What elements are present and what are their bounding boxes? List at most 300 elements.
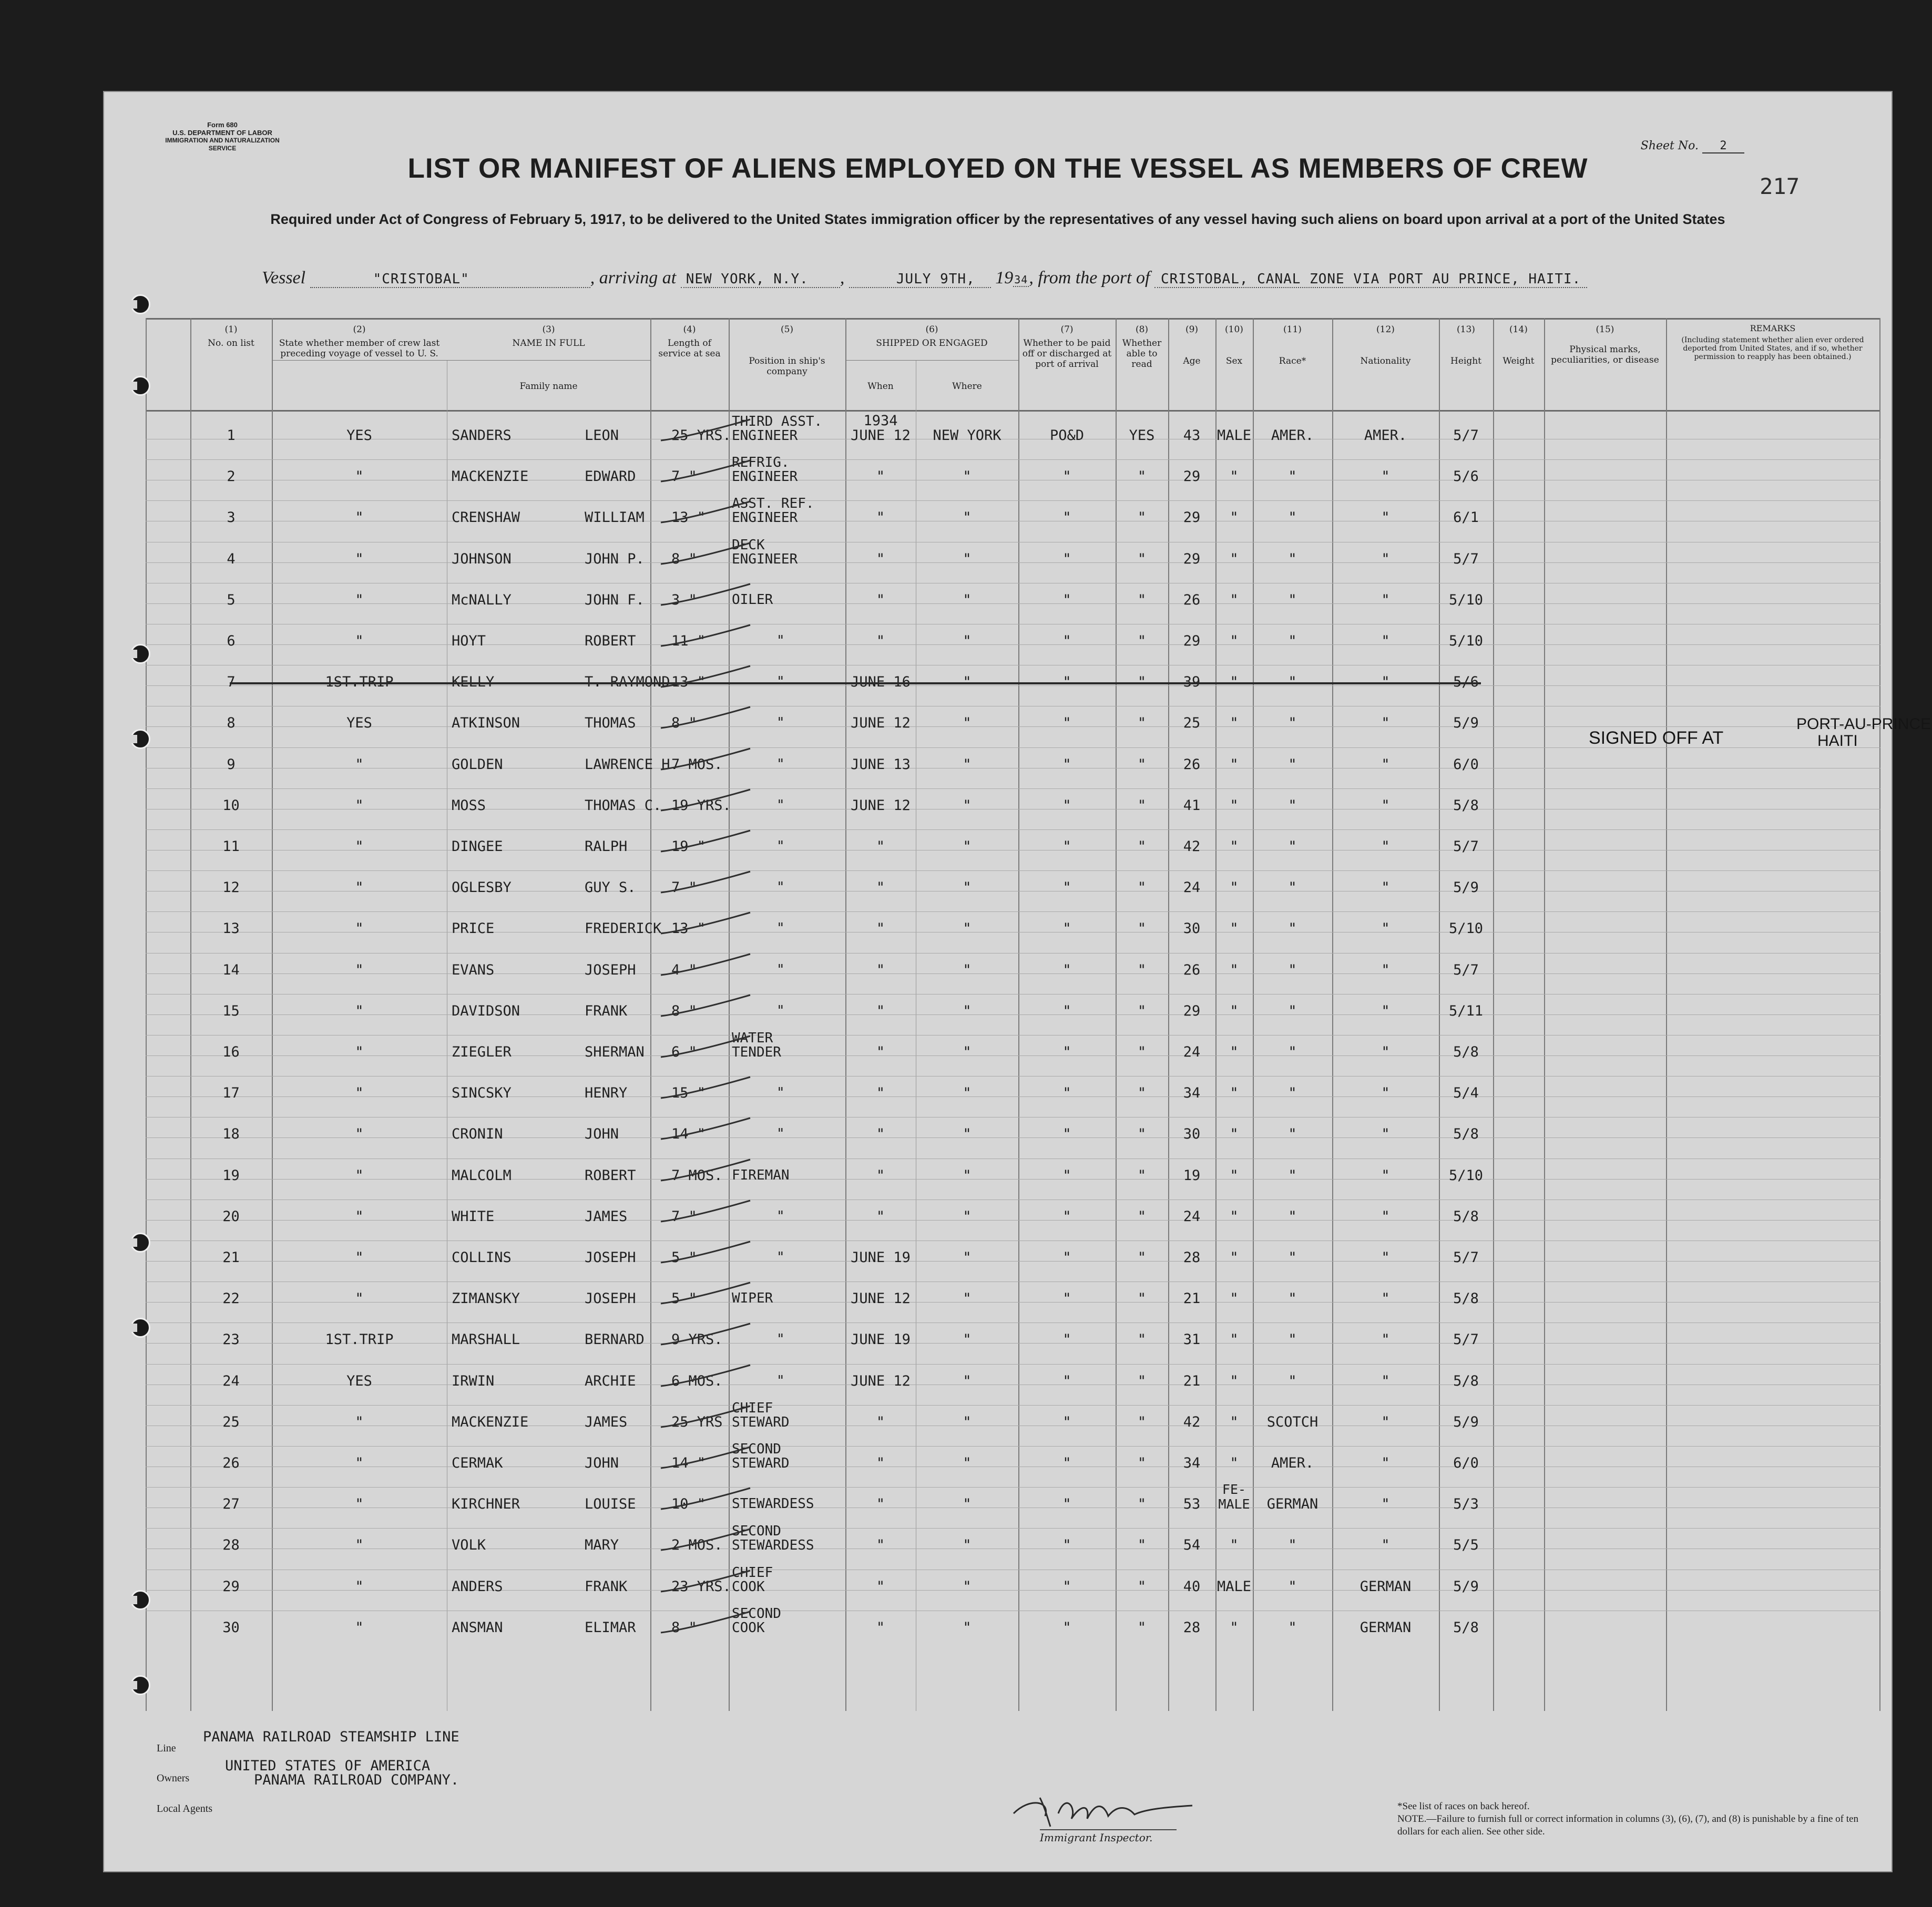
manifest-sheet [104, 92, 1931, 1871]
race: " [1288, 1578, 1297, 1595]
height: 5/8 [1453, 1372, 1479, 1389]
race: " [1288, 879, 1297, 896]
col-6-header: (6) SHIPPED OR ENGAGED [876, 324, 988, 348]
row-number: 28 [222, 1537, 240, 1554]
position: REFRIG. ENGINEER [732, 455, 798, 485]
previous-voyage: " [355, 879, 364, 896]
page-subtitle: Required under Act of Congress of February 5, 1917, to be delivered to the United States immigration officer by the representatives of any vessel having such aliens on board upon arrival at a port of the United States [270, 211, 1725, 227]
inspector-signature [1008, 1777, 1208, 1834]
previous-voyage: YES [346, 427, 372, 444]
race: " [1288, 1167, 1297, 1184]
paid-off: " [1062, 1249, 1071, 1266]
shipped-where: " [963, 920, 972, 937]
length-of-service: 4 " [671, 961, 697, 978]
arrival-date: JULY 9TH, [849, 271, 991, 288]
nationality: " [1381, 879, 1390, 896]
nationality: " [1381, 1455, 1390, 1471]
sex: " [1230, 1413, 1239, 1430]
crew-table [146, 318, 1931, 1711]
tally-mark [650, 1403, 755, 1435]
arriving-label: , arriving at [590, 268, 677, 288]
age: 21 [1183, 1372, 1201, 1389]
family-name: PRICE [452, 920, 495, 937]
page-title: LIST OR MANIFEST OF ALIENS EMPLOYED ON THE VESSEL AS MEMBERS OF CREW [407, 153, 1588, 184]
length-of-service: 8 " [671, 1002, 697, 1019]
shipped-where: " [963, 1496, 972, 1513]
shipped-when: JUNE 16 [851, 674, 911, 691]
age: 29 [1183, 633, 1201, 649]
row-number: 22 [222, 1290, 240, 1307]
race: AMER. [1271, 1455, 1314, 1471]
given-name: T. RAYMOND [585, 674, 670, 691]
strikethrough-line [230, 682, 1481, 684]
position: " [776, 1331, 785, 1348]
race: AMER. [1271, 427, 1314, 444]
tally-mark [650, 1526, 755, 1558]
previous-voyage: " [355, 1290, 364, 1307]
row-number: 18 [222, 1126, 240, 1143]
shipped-where: " [963, 1578, 972, 1595]
length-of-service: 7 " [671, 468, 697, 485]
shipped-when: " [876, 1167, 885, 1184]
length-of-service: 14 " [671, 1126, 706, 1143]
shipped-when: " [876, 838, 885, 855]
family-name: MALCOLM [452, 1167, 512, 1184]
previous-voyage: " [355, 756, 364, 773]
row-number: 12 [222, 879, 240, 896]
family-name: KIRCHNER [452, 1496, 520, 1513]
able-to-read: " [1137, 633, 1147, 649]
paid-off: PO&D [1049, 427, 1085, 444]
height: 6/0 [1453, 1455, 1479, 1471]
nationality: " [1381, 1413, 1390, 1430]
vessel-line: Vessel "CRISTOBAL" , arriving at NEW YORK, N.Y. , JULY 9TH, 19 34, from the port of CRISTOBAL, CANAL ZONE VIA PORT AU PRINCE, HAITI. [262, 268, 1902, 294]
nationality: " [1381, 756, 1390, 773]
race: " [1288, 1085, 1297, 1102]
nationality: " [1381, 633, 1390, 649]
shipped-when: JUNE 12 [851, 427, 911, 444]
shipped-when: " [876, 509, 885, 526]
previous-voyage: " [355, 838, 364, 855]
able-to-read: " [1137, 879, 1147, 896]
from-label: , from the port of [1029, 268, 1150, 288]
col-3-header: (3) NAME IN FULL [512, 324, 585, 348]
shipped-when: " [876, 633, 885, 649]
length-of-service: 13 " [671, 674, 706, 691]
punch-hole [130, 729, 150, 749]
able-to-read: " [1137, 1126, 1147, 1143]
length-of-service: 19 YRS. [671, 797, 731, 814]
shipped-where: " [963, 591, 972, 608]
given-name: FREDERICK [585, 920, 662, 937]
col-12-header: (12) Nationality [1360, 324, 1411, 366]
previous-voyage: " [355, 1208, 364, 1225]
able-to-read: YES [1129, 427, 1155, 444]
race: " [1288, 509, 1297, 526]
height: 6/1 [1453, 509, 1479, 526]
race: GERMAN [1266, 1496, 1318, 1513]
paid-off: " [1062, 1085, 1071, 1102]
previous-voyage: 1ST.TRIP [325, 1331, 394, 1348]
race: " [1288, 1372, 1297, 1389]
shipped-when: " [876, 1578, 885, 1595]
punch-hole [130, 644, 150, 664]
tally-mark [650, 1321, 755, 1352]
paid-off: " [1062, 1619, 1071, 1636]
nationality: " [1381, 1331, 1390, 1348]
height: 5/7 [1453, 1249, 1479, 1266]
shipped-where: " [963, 1619, 972, 1636]
col-5-header: (5) Position in ship's company [749, 324, 825, 377]
row-number: 13 [222, 920, 240, 937]
previous-voyage: " [355, 1126, 364, 1143]
paid-off: " [1062, 797, 1071, 814]
col-11-header: (11) Race* [1279, 324, 1306, 366]
row-number: 26 [222, 1455, 240, 1471]
given-name: ROBERT [585, 1167, 636, 1184]
family-name: GOLDEN [452, 756, 503, 773]
previous-voyage: " [355, 1619, 364, 1636]
race: " [1288, 1208, 1297, 1225]
age: 24 [1183, 1044, 1201, 1060]
family-name: VOLK [452, 1537, 486, 1554]
shipped-where: " [963, 550, 972, 567]
row-number: 19 [222, 1167, 240, 1184]
age: 43 [1183, 427, 1201, 444]
position: " [776, 1126, 785, 1142]
row-number: 4 [227, 550, 236, 567]
shipped-when: " [876, 591, 885, 608]
able-to-read: " [1137, 674, 1147, 691]
shipped-where: " [963, 879, 972, 896]
given-name: JAMES [585, 1413, 628, 1430]
shipped-where: " [963, 1044, 972, 1060]
row-number: 16 [222, 1044, 240, 1060]
tally-mark [650, 1568, 755, 1600]
previous-voyage: " [355, 1455, 364, 1471]
able-to-read: " [1137, 1085, 1147, 1102]
remarks-header: REMARKS (Including statement whether alien ever ordered deported from United States, and if so, whether permission to reapply has been obtained.) [1681, 323, 1864, 361]
position: " [776, 961, 785, 978]
able-to-read: " [1137, 797, 1147, 814]
height: 5/9 [1453, 715, 1479, 732]
length-of-service: 10 " [671, 1496, 706, 1513]
given-name: FRANK [585, 1578, 628, 1595]
family-name-header: Family name [519, 381, 578, 392]
nationality: " [1381, 715, 1390, 732]
family-name: ANSMAN [452, 1619, 503, 1636]
owners-label: Owners [157, 1772, 190, 1784]
local-agents-label: Local Agents [157, 1803, 213, 1814]
punch-hole [130, 1590, 150, 1610]
sex: MALE [1217, 1578, 1252, 1595]
shipped-where: " [963, 797, 972, 814]
able-to-read: " [1137, 591, 1147, 608]
row-number: 1 [227, 427, 236, 444]
row-number: 7 [227, 674, 236, 691]
height: 6/0 [1453, 756, 1479, 773]
nationality: " [1381, 550, 1390, 567]
height: 5/8 [1453, 1044, 1479, 1060]
age: 26 [1183, 756, 1201, 773]
punch-hole [130, 1675, 150, 1695]
tally-mark [650, 1362, 755, 1394]
nationality: " [1381, 838, 1390, 855]
nationality: GERMAN [1359, 1619, 1412, 1636]
shipped-where: " [963, 674, 972, 691]
paid-off: " [1062, 1167, 1071, 1184]
row-number: 30 [222, 1619, 240, 1636]
position: THIRD ASST. ENGINEER [732, 414, 823, 444]
able-to-read: " [1137, 1290, 1147, 1307]
age: 29 [1183, 1002, 1201, 1019]
sex: " [1230, 1455, 1239, 1471]
length-of-service: 7 MOS. [671, 1167, 723, 1184]
sex: " [1230, 1249, 1239, 1266]
able-to-read: " [1137, 838, 1147, 855]
tally-mark [650, 1074, 755, 1106]
tally-mark [650, 746, 755, 777]
tally-mark [650, 1157, 755, 1188]
family-name: COLLINS [452, 1249, 512, 1266]
height: 5/8 [1453, 1126, 1479, 1143]
given-name: SHERMAN [585, 1044, 645, 1060]
sex: " [1230, 1167, 1239, 1184]
length-of-service: 14 " [671, 1455, 706, 1471]
family-name: JOHNSON [452, 550, 512, 567]
able-to-read: " [1137, 1331, 1147, 1348]
able-to-read: " [1137, 1167, 1147, 1184]
shipped-where: " [963, 961, 972, 978]
shipped-where: " [963, 468, 972, 485]
able-to-read: " [1137, 756, 1147, 773]
age: 42 [1183, 1413, 1201, 1430]
paid-off: " [1062, 633, 1071, 649]
able-to-read: " [1137, 1578, 1147, 1595]
sex: " [1230, 797, 1239, 814]
length-of-service: 7 MOS. [671, 756, 723, 773]
sex: " [1230, 1085, 1239, 1102]
form-header [162, 121, 283, 152]
tally-mark [650, 663, 755, 695]
height: 5/10 [1448, 591, 1484, 608]
position: " [776, 920, 785, 937]
paid-off: " [1062, 1455, 1071, 1471]
able-to-read: " [1137, 1537, 1147, 1554]
position: SECOND COOK [732, 1605, 781, 1636]
position: ASST. REF. ENGINEER [732, 496, 814, 526]
sex: " [1230, 674, 1239, 691]
nationality: " [1381, 1496, 1390, 1513]
shipped-where: " [963, 715, 972, 732]
position: " [776, 1249, 785, 1265]
sex: " [1230, 879, 1239, 896]
paid-off: " [1062, 838, 1071, 855]
paid-off: " [1062, 1578, 1071, 1595]
length-of-service: 6 MOS. [671, 1372, 723, 1389]
shipped-where: " [963, 838, 972, 855]
remark-country: HAITI [1817, 732, 1858, 750]
family-name: HOYT [452, 633, 486, 649]
able-to-read: " [1137, 1249, 1147, 1266]
shipped-where: " [963, 756, 972, 773]
age: 24 [1183, 1208, 1201, 1225]
nationality: " [1381, 1290, 1390, 1307]
tally-mark [650, 499, 755, 530]
given-name: ARCHIE [585, 1372, 636, 1389]
age: 54 [1183, 1537, 1201, 1554]
sex: " [1230, 1619, 1239, 1636]
sex: MALE [1217, 427, 1252, 444]
age: 30 [1183, 1126, 1201, 1143]
age: 31 [1183, 1331, 1201, 1348]
position: " [776, 1208, 785, 1224]
age: 28 [1183, 1249, 1201, 1266]
tally-mark [650, 622, 755, 654]
position: " [776, 1085, 785, 1101]
sex: " [1230, 756, 1239, 773]
nationality: " [1381, 797, 1390, 814]
previous-voyage: " [355, 468, 364, 485]
tally-mark [650, 1115, 755, 1147]
family-name: SINCSKY [452, 1085, 512, 1102]
position: CHIEF STEWARD [732, 1400, 790, 1430]
tally-mark [650, 581, 755, 613]
age: 39 [1183, 674, 1201, 691]
race: " [1288, 1002, 1297, 1019]
owners-value-2: PANAMA RAILROAD COMPANY. [254, 1772, 459, 1788]
tally-mark [650, 1485, 755, 1517]
able-to-read: " [1137, 468, 1147, 485]
age: 19 [1183, 1167, 1201, 1184]
age: 34 [1183, 1085, 1201, 1102]
sheet-number [1641, 139, 1744, 153]
col-8-header: (8) Whether able to read [1122, 324, 1162, 370]
row-number: 6 [227, 633, 236, 649]
able-to-read: " [1137, 920, 1147, 937]
height: 5/8 [1453, 1208, 1479, 1225]
height: 5/5 [1453, 1537, 1479, 1554]
shipped-when: JUNE 19 [851, 1249, 911, 1266]
position: " [776, 756, 785, 772]
sex: " [1230, 591, 1239, 608]
row-number: 27 [222, 1496, 240, 1513]
length-of-service: 13 " [671, 509, 706, 526]
length-of-service: 9 YRS. [671, 1331, 723, 1348]
footer [157, 1714, 1858, 1866]
race: " [1288, 468, 1297, 485]
family-name: CRENSHAW [452, 509, 520, 526]
shipped-when: " [876, 1208, 885, 1225]
age: 53 [1183, 1496, 1201, 1513]
length-of-service: 23 YRS. [671, 1578, 731, 1595]
nationality: " [1381, 1208, 1390, 1225]
race: " [1288, 591, 1297, 608]
shipped-when: JUNE 19 [851, 1331, 911, 1348]
shipped-where: " [963, 1455, 972, 1471]
family-name: WHITE [452, 1208, 495, 1225]
previous-voyage: 1ST.TRIP [325, 674, 394, 691]
shipped-when: JUNE 12 [851, 1372, 911, 1389]
paid-off: " [1062, 1208, 1071, 1225]
able-to-read: " [1137, 961, 1147, 978]
race: " [1288, 1249, 1297, 1266]
shipped-when: " [876, 550, 885, 567]
previous-voyage: " [355, 1085, 364, 1102]
age: 28 [1183, 1619, 1201, 1636]
length-of-service: 8 " [671, 715, 697, 732]
remark-port: PORT-AU-PRINCE [1796, 715, 1931, 733]
position: " [776, 674, 785, 690]
shipped-when: " [876, 879, 885, 896]
line-label: Line [157, 1742, 176, 1754]
shipped-when: " [876, 1002, 885, 1019]
paid-off: " [1062, 756, 1071, 773]
sex: " [1230, 920, 1239, 937]
shipped-when: " [876, 1413, 885, 1430]
row-number: 5 [227, 591, 236, 608]
height: 5/6 [1453, 674, 1479, 691]
page-stamp: 217 [1760, 173, 1800, 199]
shipped-when: " [876, 1619, 885, 1636]
punch-hole [130, 1318, 150, 1338]
position: " [776, 1372, 785, 1389]
family-name: CRONIN [452, 1126, 503, 1143]
height: 5/9 [1453, 1413, 1479, 1430]
given-name: JOHN [585, 1126, 619, 1143]
previous-voyage: " [355, 1249, 364, 1266]
nationality: " [1381, 920, 1390, 937]
family-name: MOSS [452, 797, 486, 814]
row-number: 21 [222, 1249, 240, 1266]
paid-off: " [1062, 468, 1071, 485]
previous-voyage: " [355, 591, 364, 608]
paid-off: " [1062, 1002, 1071, 1019]
tally-mark [650, 1280, 755, 1311]
height: 5/10 [1448, 920, 1484, 937]
paid-off: " [1062, 961, 1071, 978]
position: " [776, 1002, 785, 1019]
tally-mark [650, 828, 755, 859]
length-of-service: 11 " [671, 633, 706, 649]
length-of-service: 5 " [671, 1290, 697, 1307]
shipped-when: JUNE 12 [851, 1290, 911, 1307]
able-to-read: " [1137, 715, 1147, 732]
previous-voyage: " [355, 1002, 364, 1019]
race: " [1288, 797, 1297, 814]
owners-value-1: UNITED STATES OF AMERICA [225, 1758, 431, 1774]
sex: " [1230, 715, 1239, 732]
row-number: 8 [227, 715, 236, 732]
shipped-when: " [876, 920, 885, 937]
sex: " [1230, 1208, 1239, 1225]
tally-mark [650, 417, 755, 448]
tally-mark [650, 458, 755, 489]
position: " [776, 879, 785, 896]
col-1-header: (1) No. on list [208, 324, 254, 348]
punch-hole [130, 376, 150, 396]
shipped-where: NEW YORK [933, 427, 1001, 444]
previous-voyage: " [355, 1496, 364, 1513]
family-name: ZIMANSKY [452, 1290, 520, 1307]
shipped-when: " [876, 1044, 885, 1060]
family-name: ZIEGLER [452, 1044, 512, 1060]
family-name: KELLY [452, 674, 495, 691]
given-name: MARY [585, 1537, 619, 1554]
position: WIPER [732, 1290, 773, 1307]
shipped-when: " [876, 1455, 885, 1471]
sex: " [1230, 1126, 1239, 1143]
